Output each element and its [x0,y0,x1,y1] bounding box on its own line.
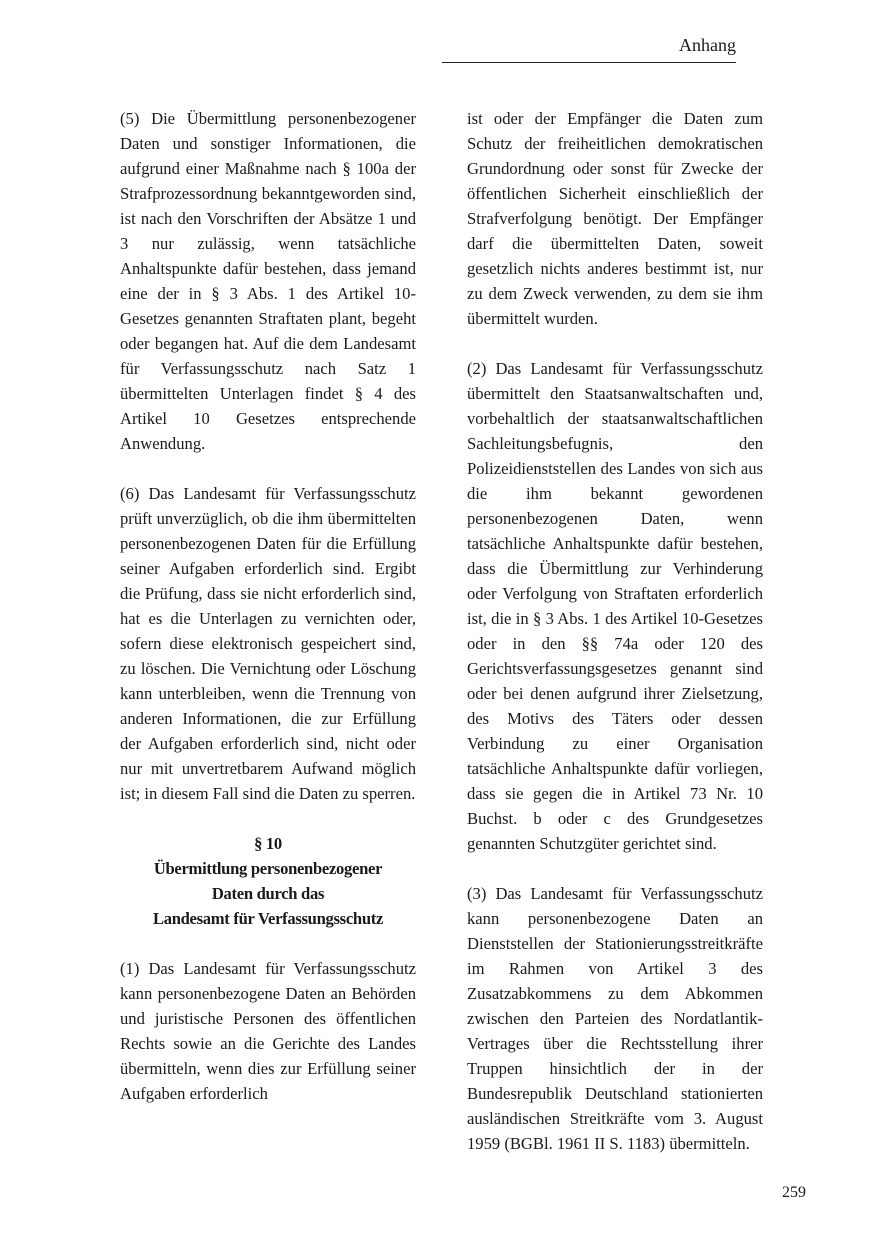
paragraph-1-end: ist oder der Empfänger die Daten zum Schutz der freiheitlichen demokratischen Grundordnung oder sonst für Zwecke der öffentlichen Sicherheit einschließlich der Strafverfolgung benötigt. Der Empfänger darf die übermittelten Daten, soweit gesetzlich nichts anderes bestimmt ist, nur zu dem Zweck verwenden, zu dem sie ihm übermittelt wurden. [467,109,763,328]
header-title: Anhang [679,35,736,55]
section-number: § 10 [254,834,282,853]
paragraph-5: (5) Die Übermittlung personenbezogener Daten und sonstiger Informationen, die aufgrund einer Maßnahme nach § 100a der Strafprozessordnung bekanntgeworden sind, ist nach den Vorschriften der Absätze 1 und 3 nur zulässig, wenn tatsächliche Anhaltspunkte dafür bestehen, dass jemand eine der in § 3 Abs. 1 des Artikel 10-Gesetzes genannten Straftaten plant, begeht oder begangen hat. Auf die dem Landesamt für Verfassungsschutz nach Satz 1 übermittelten Unterlagen findet § 4 des Artikel 10 Gesetzes entsprechende Anwendung. [120,109,416,453]
left-column [120,106,416,1106]
section-title-line-2: Daten durch das [211,884,325,903]
paragraph-2: (2) Das Landesamt für Verfassungsschutz übermittelt den Staatsanwaltschaften und, vorbehaltlich der staatsanwaltschaftlichen Sachleitungsbefugnis, den Polizeidienststellen des Landes von sich aus die ihm bekannt gewordenen personenbezogenen Daten, wenn tatsächliche Anhaltspunkte dafür bestehen, dass die Übermittlung zur Verhinderung oder Verfolgung von Straftaten erforderlich ist, die in § 3 Abs. 1 des Artikel 10-Gesetzes oder in den §§ 74a oder 120 des Gerichtsverfassungsgesetzes genannt sind oder bei denen aufgrund ihrer Zielsetzung, des Motivs des Täters oder dessen Verbindung zu einer Organisation tatsächliche Anhaltspunkte dafür vorliegen, dass sie gegen die in Artikel 73 Nr. 10 Buchst. b oder c des Grundgesetzes genannten Schutzgüter gerichtet sind. [467,359,763,853]
running-header [442,34,736,63]
section-title-line-1: Übermittlung personenbezogener [153,859,383,878]
right-column [467,106,763,1156]
section-heading [120,831,416,931]
paragraph-3: (3) Das Landesamt für Verfassungsschutz kann personenbezogene Daten an Dienststellen der Stationierungsstreitkräfte im Rahmen von Artikel 3 des Zusatzabkommens zu dem Abkommen zwischen den Parteien des Nordatlantik-Vertrages über die Rechtsstellung ihrer Truppen hinsichtlich der in der Bundesrepublik Deutschland stationierten ausländischen Streitkräfte vom 3. August 1959 (BGBl. 1961 II S. 1183) übermitteln. [467,884,763,1153]
paragraph-6: (6) Das Landesamt für Verfassungsschutz prüft unverzüglich, ob die ihm übermittelten personenbezogenen Daten für die Erfüllung seiner Aufgaben erforderlich sind. Ergibt die Prüfung, dass sie nicht erforderlich sind, hat es die Unterlagen zu vernichten oder, sofern diese elektronisch gespeichert sind, zu löschen. Die Vernichtung oder Löschung kann unterbleiben, wenn die Trennung von anderen Informationen, die zur Erfüllung der Aufgaben erforderlich sind, nicht oder nur mit unvertretbarem Aufwand möglich ist; in diesem Fall sind die Daten zu sperren. [120,484,416,803]
paragraph-1-start: (1) Das Landesamt für Verfassungsschutz kann personenbezogene Daten an Behörden und juristische Personen des öffentlichen Rechts sowie an die Gerichte des Landes übermitteln, wenn dies zur Erfüllung seiner Aufgaben erforderlich [120,959,416,1103]
page-number: 259 [782,1184,806,1201]
section-title-line-3: Landesamt für Verfassungsschutz [152,909,384,928]
